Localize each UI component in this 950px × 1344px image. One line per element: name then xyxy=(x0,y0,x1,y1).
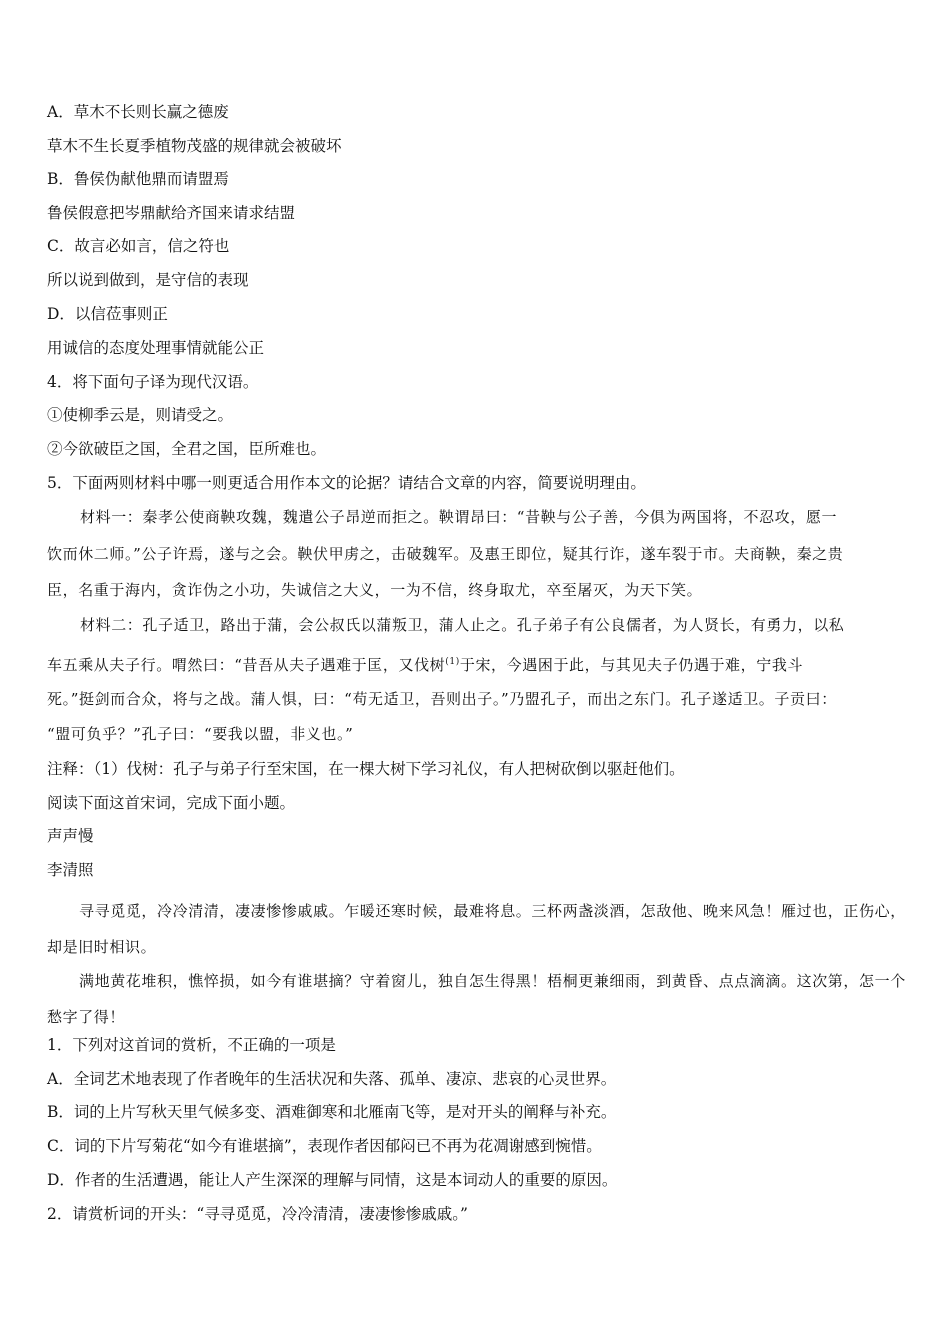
q4-sentence-2: ②今欲破臣之国，全君之国，臣所难也。 xyxy=(47,440,327,458)
q3-option-d-translation: 用诚信的态度处理事情就能公正 xyxy=(47,339,265,357)
q4-prompt: 4．将下面句子译为现代汉语。 xyxy=(47,373,259,391)
q5-prompt: 5．下面两则材料中哪一则更适合用作本文的论据？请结合文章的内容，简要说明理由。 xyxy=(47,474,646,492)
q3-option-a-translation: 草木不生长夏季植物茂盛的规律就会被破坏 xyxy=(47,137,342,155)
material-1-line-3: 臣，名重于海内，贪诈伪之小功，失诚信之大义，一为不信，终身取尤，卒至屠灭，为天下笑。 xyxy=(47,581,703,599)
material-2-line-1: 材料二：孔子适卫，路出于蒲，会公叔氏以蒲叛卫，蒲人止之。孔子弟子有公良儒者，为人贤长，有勇力，以私 xyxy=(80,616,845,634)
poem-intro: 阅读下面这首宋词，完成下面小题。 xyxy=(47,794,296,812)
q4-sentence-1: ①使柳季云是，则请受之。 xyxy=(47,406,234,424)
material-2-line-4: “盟可负乎？”孔子曰：“要我以盟，非义也。” xyxy=(47,725,354,743)
q3-option-c: C．故言必如言，信之符也 xyxy=(47,237,230,255)
q3-option-c-translation: 所以说到做到，是守信的表现 xyxy=(47,271,249,289)
q3-option-d: D．以信莅事则正 xyxy=(47,305,168,323)
annotation-note: 注释：（1）伐树：孔子与弟子行至宋国，在一棵大树下学习礼仪，有人把树砍倒以驱赶他们。 xyxy=(47,760,685,778)
q3-option-b: B．鲁侯伪献他鼎而请盟焉 xyxy=(47,170,229,188)
poem-q1-option-a: A．全词艺术地表现了作者晚年的生活状况和失落、孤单、凄凉、悲哀的心灵世界。 xyxy=(47,1070,617,1088)
poem-q1-option-b: B．词的上片写秋天里气候多变、酒难御寒和北雁南飞等，是对开头的阐释与补充。 xyxy=(47,1103,617,1121)
poem-q1-option-d: D．作者的生活遭遇，能让人产生深深的理解与同情，这是本词动人的重要的原因。 xyxy=(47,1171,618,1189)
poem-q1-prompt: 1．下列对这首词的赏析，不正确的一项是 xyxy=(47,1036,336,1054)
poem-q1-option-c: C．词的下片写菊花“如今有谁堪摘”，表现作者因郁闷已不再为花凋谢感到惋惜。 xyxy=(47,1137,602,1155)
poem-q2-prompt: 2．请赏析词的开头：“寻寻觅觅，冷冷清清，凄凄惨惨戚戚。” xyxy=(47,1205,468,1223)
material-2-line-2-part-2: 于宋，今遇困于此，与其见夫子仍遇于难，宁我斗 xyxy=(459,656,804,674)
material-1-line-2: 饮而休二师。”公子许焉，遂与之会。鞅伏甲虏之，击破魏军。及惠王即位，疑其行诈，遂车裂于市。夫商鞅，秦之贵 xyxy=(47,545,844,563)
material-2-line-3: 死。”挺剑而合众，将与之战。蒲人惧，曰：“苟无适卫，吾则出子。”乃盟孔子，而出之东门。孔子遂适卫。子贡曰： xyxy=(47,690,837,708)
poem-stanza-1: 寻寻觅觅，冷冷清清，凄凄惨惨戚戚。乍暖还寒时候，最难将息。三杯两盏淡酒，怎敌他、晚来风急！雁过也，正伤心，却是旧时相识。 xyxy=(47,902,906,956)
footnote-marker: (1) xyxy=(445,657,460,667)
q3-option-a: A．草木不长则长赢之德废 xyxy=(47,103,229,121)
q3-option-b-translation: 鲁侯假意把岑鼎献给齐国来请求结盟 xyxy=(47,204,296,222)
material-2-line-2-part-1: 车五乘从夫子行。喟然曰：“昔吾从夫子遇难于匡，又伐树 xyxy=(47,656,446,674)
material-2-line-2 xyxy=(47,652,910,675)
material-1-line-1: 材料一：秦孝公使商鞅攻魏，魏遣公子昂逆而拒之。鞅谓昂曰：“昔鞅与公子善，今俱为两国将，不忍攻，愿一 xyxy=(80,508,838,526)
poem-title: 声声慢 xyxy=(47,827,94,845)
poem-stanza-2: 满地黄花堆积，憔悴损，如今有谁堪摘？守着窗儿，独自怎生得黑！梧桐更兼细雨，到黄昏、点点滴滴。这次第，怎一个愁字了得！ xyxy=(47,972,906,1026)
poem-author: 李清照 xyxy=(47,861,94,879)
